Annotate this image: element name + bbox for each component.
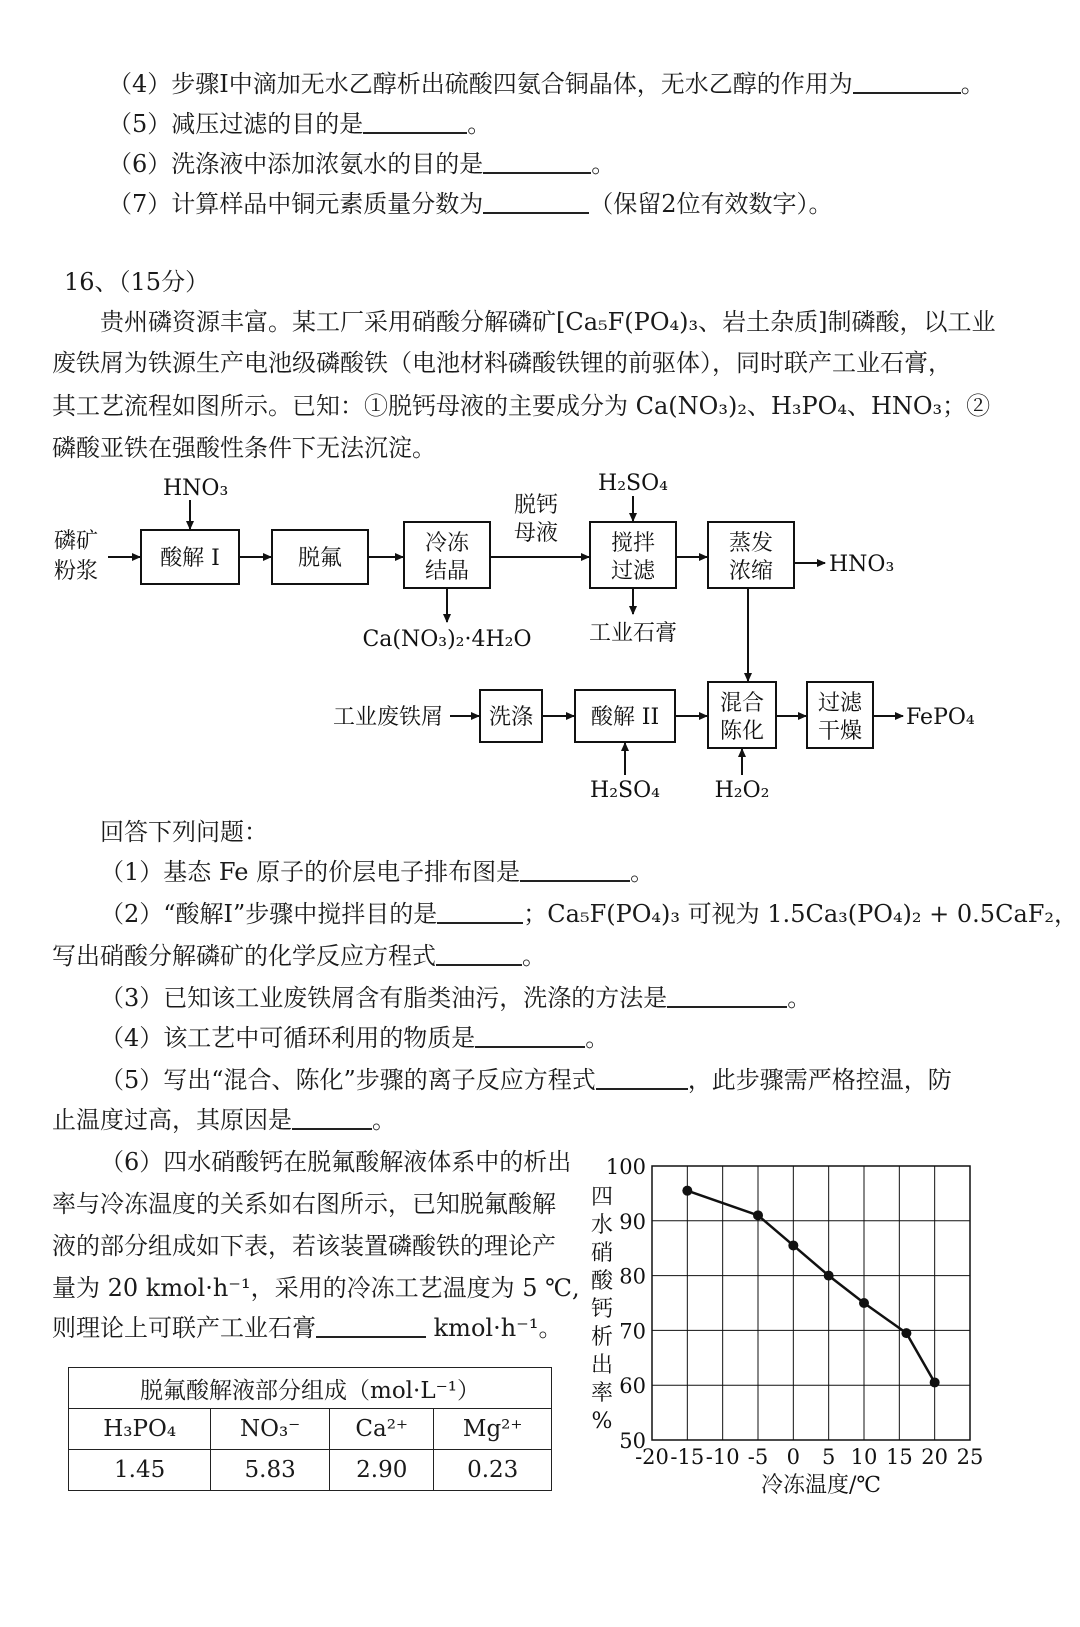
q16-part-2a: （2）“酸解Ⅰ”步骤中搅拌目的是 ；Ca₅F(PO₄)₃ 可视为 1.5Ca₃(PO₄)₂ + 0.5CaF₂，	[100, 900, 1079, 928]
label-gypsum: 工业石膏	[588, 621, 678, 646]
q16-part-5b: 止温度过高，其原因是 。	[52, 1106, 396, 1134]
q15-item-5: （5）减压过滤的目的是 。	[108, 110, 492, 138]
answer-blank[interactable]	[316, 1312, 426, 1338]
label-hno3-out: HNO₃	[829, 552, 895, 577]
label-stir-2: 过滤	[610, 559, 656, 584]
q16-part-5a: （5）写出“混合、陈化”步骤的离子反应方程式 ，此步骤需严格控温，防	[100, 1066, 952, 1094]
y-tick-label: 70	[619, 1319, 646, 1344]
y-axis-label-char: 钙	[590, 1297, 614, 1322]
data-point	[930, 1377, 940, 1387]
q16-intro-line-3: 其工艺流程如图所示。已知：①脱钙母液的主要成分为 Ca(NO₃)₂、H₃PO₄、HNO₃；②	[52, 392, 991, 420]
x-tick-label: 0	[786, 1445, 801, 1469]
label-mother-liquor-2: 母液	[513, 521, 559, 546]
label-defluorination: 脱氟	[297, 546, 343, 571]
q15-item-6: （6）洗涤液中添加浓氨水的目的是 。	[108, 150, 616, 178]
data-point	[901, 1328, 911, 1338]
table-cell: 0.23	[434, 1450, 552, 1491]
label-mix-1: 混合	[719, 691, 765, 716]
q16-header: 16、（15分）	[64, 268, 210, 296]
y-axis-label-char: %	[591, 1409, 613, 1434]
label-h2so4-top: H₂SO₄	[598, 471, 668, 496]
data-point	[753, 1210, 763, 1220]
label-acid-leach-1: 酸解 I	[160, 546, 220, 571]
data-point	[859, 1298, 869, 1308]
y-tick-label: 80	[619, 1264, 646, 1289]
q16-intro-line-2: 废铁屑为铁源生产电池级磷酸铁（电池材料磷酸铁锂的前驱体），同时联产工业石膏，	[52, 349, 952, 377]
y-tick-label: 100	[605, 1155, 646, 1179]
q16-part-6-line-5: 则理论上可联产工业石膏 kmol·h⁻¹。	[52, 1314, 563, 1342]
label-phosphate-slurry-1: 磷矿	[54, 529, 99, 554]
table-header-row	[69, 1409, 552, 1450]
series-line	[687, 1191, 934, 1383]
x-axis-label: 冷冻温度/℃	[760, 1473, 882, 1498]
x-tick-label: -10	[705, 1445, 740, 1469]
q16-part-6-line-4: 量为 20 kmol·h⁻¹，采用的冷冻工艺温度为 5 ℃,	[52, 1274, 580, 1302]
q16-intro-line-4: 磷酸亚铁在强酸性条件下无法沉淀。	[52, 434, 436, 462]
label-freeze-1: 冷冻	[424, 531, 470, 556]
label-phosphate-slurry-2: 粉浆	[54, 559, 99, 584]
answer-blank[interactable]	[667, 982, 787, 1008]
answer-blank[interactable]	[596, 1064, 688, 1090]
composition-table	[68, 1367, 552, 1491]
table-header: NO₃⁻	[211, 1409, 330, 1450]
q16-part-2b: 写出硝酸分解磷矿的化学反应方程式 。	[52, 942, 546, 970]
label-evaporate-2: 浓缩	[728, 559, 774, 584]
table-cell: 5.83	[211, 1450, 330, 1491]
y-tick-label: 50	[619, 1429, 646, 1453]
answer-blank[interactable]	[520, 856, 630, 882]
data-point	[788, 1240, 798, 1250]
x-tick-label: 20	[921, 1445, 949, 1469]
y-axis-label-char: 硝	[590, 1241, 614, 1266]
table-cell: 2.90	[330, 1450, 434, 1491]
table-header: Mg²⁺	[434, 1409, 552, 1450]
q15-item-7: （7）计算样品中铜元素质量分数为 （保留2位有效数字）。	[108, 190, 833, 218]
x-tick-label: -20	[635, 1445, 669, 1469]
table-row	[69, 1450, 552, 1491]
x-tick-label: 25	[956, 1445, 984, 1469]
table-title-row	[69, 1368, 552, 1409]
x-tick-label: 5	[821, 1445, 836, 1469]
q16-part-4: （4）该工艺中可循环利用的物质是 。	[100, 1024, 610, 1052]
table-header: Ca²⁺	[330, 1409, 434, 1450]
y-tick-label: 90	[619, 1209, 646, 1234]
label-filter-1: 过滤	[817, 691, 863, 716]
plot-frame	[652, 1166, 970, 1440]
y-axis-label-char: 四	[590, 1185, 614, 1210]
label-calcium-nitrate: Ca(NO₃)₂·4H₂O	[362, 627, 532, 652]
y-axis-label-char: 析	[590, 1325, 614, 1350]
y-axis-label-char: 率	[590, 1381, 614, 1406]
y-axis-label-char: 水	[590, 1213, 614, 1238]
q16-part-1: （1）基态 Fe 原子的价层电子排布图是 。	[100, 858, 655, 886]
data-point	[824, 1271, 834, 1281]
table-cell: 1.45	[69, 1450, 211, 1491]
table-title: 脱氟酸解液部分组成（mol·L⁻¹）	[69, 1368, 552, 1409]
label-mix-2: 陈化	[719, 719, 765, 744]
label-filter-2: 干燥	[817, 719, 863, 744]
x-tick-label: 10	[850, 1445, 878, 1469]
q16-intro-line-1: 贵州磷资源丰富。某工厂采用硝酸分解磷矿[Ca₅F(PO₄)₃、岩土杂质]制磷酸，以工业	[100, 308, 996, 336]
label-scrap-iron: 工业废铁屑	[333, 705, 444, 730]
table-header: H₃PO₄	[69, 1409, 211, 1450]
label-acid-leach-2: 酸解 II	[590, 705, 660, 730]
label-hno3-in: HNO₃	[163, 476, 229, 501]
y-axis-label-char: 出	[590, 1353, 614, 1378]
q16-part-3: （3）已知该工业废铁屑含有脂类油污，洗涤的方法是 。	[100, 984, 812, 1012]
x-tick-label: -5	[747, 1445, 769, 1469]
answer-prompt: 回答下列问题：	[100, 818, 268, 846]
data-point	[682, 1186, 692, 1196]
answer-blank[interactable]	[437, 898, 523, 924]
x-tick-label: 15	[885, 1445, 913, 1469]
label-h2o2: H₂O₂	[714, 778, 770, 803]
label-mother-liquor-1: 脱钙	[513, 493, 559, 518]
x-tick-label: -15	[670, 1445, 705, 1469]
q16-part-6-line-2: 率与冷冻温度的关系如右图所示，已知脱氟酸解	[52, 1190, 556, 1218]
label-evaporate-1: 蒸发	[728, 531, 774, 556]
q16-part-6-line-1: （6）四水硝酸钙在脱氟酸解液体系中的析出	[100, 1148, 572, 1176]
label-wash: 洗涤	[488, 705, 534, 730]
precipitation-rate-chart	[580, 1150, 1000, 1510]
q16-part-6-line-3: 液的部分组成如下表，若该装置磷酸铁的理论产	[52, 1232, 556, 1260]
label-stir-1: 搅拌	[610, 531, 656, 556]
y-tick-label: 60	[619, 1374, 646, 1399]
answer-blank[interactable]	[475, 1022, 585, 1048]
label-freeze-2: 结晶	[424, 559, 470, 584]
answer-blank[interactable]	[436, 940, 522, 966]
q15-item-4: （4）步骤Ⅰ中滴加无水乙醇析出硫酸四氨合铜晶体，无水乙醇的作用为 。	[108, 70, 985, 98]
answer-blank[interactable]	[292, 1104, 372, 1130]
y-axis-label-char: 酸	[590, 1269, 614, 1294]
label-h2so4-bottom: H₂SO₄	[590, 778, 660, 803]
label-fepo4: FePO₄	[906, 705, 975, 730]
